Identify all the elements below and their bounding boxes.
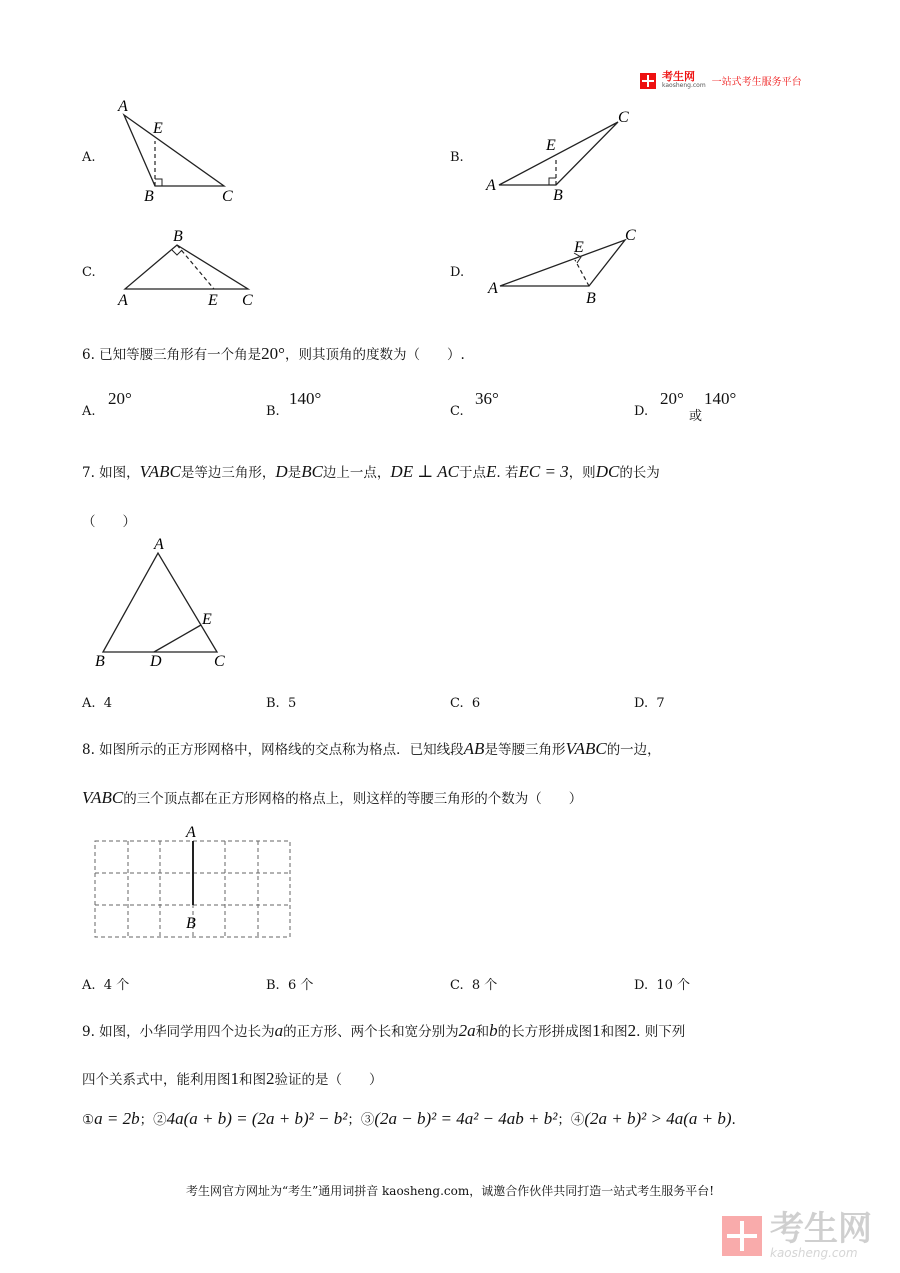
q9-p5: 和图 [600,1024,628,1040]
q9-2a: 2a [458,1021,476,1040]
q8-option-b [266,974,313,993]
q6-option-d-label: D. [634,404,649,419]
question-9-line2 [82,1068,383,1089]
q9-r4: ④ [570,1112,585,1128]
q7-triangle: VABC [139,462,181,481]
q7-option-a-label: A. [82,696,96,711]
q5-figure-c [110,225,270,315]
svg-text:B: B [95,653,105,670]
q8-option-d-label: D. [634,978,649,993]
q9-expr-4: (2a + b)² > 4a(a + b) [584,1109,732,1128]
q5-figure-d [480,225,650,310]
q7-option-a-value: 4 [103,696,113,711]
q7-p4: 边上一点， [322,465,391,481]
svg-text:C: C [214,653,225,670]
q9-fig2: 2 [627,1021,637,1040]
q9-line2c: 验证的是（ ） [274,1072,383,1088]
q7-p5: 于点 [459,465,486,481]
q9-r2: ② [153,1112,167,1128]
question-6 [82,343,465,364]
q9-fig1-ref: 1 [230,1069,239,1088]
q6-angle: 20° [261,344,285,363]
q9-b: b [489,1021,498,1040]
brand-name: 考生网 [662,70,695,83]
q6-text-after: ，则其顶角的度数为（ ）. [284,347,465,363]
q8-option-d-value: 10 个 [656,978,691,993]
q7-p3: 是 [287,465,302,481]
svg-text:B: B [586,290,596,307]
q7-option-d [634,696,665,711]
q9-r1: ① [82,1112,95,1128]
q5-option-d-label: D. [450,265,465,280]
watermark-logo-icon [722,1216,762,1256]
svg-text:B: B [144,188,154,205]
question-8-line2 [82,787,582,808]
q7-dc: DC [595,462,620,481]
q7-option-d-value: 7 [656,696,665,711]
brand-sub: kaosheng.com [662,82,706,89]
watermark-sub: kaosheng.com [770,1246,858,1260]
q9-end: . [731,1112,736,1128]
q9-r3: ③ [360,1112,375,1128]
svg-text:C: C [625,227,636,244]
q9-p2: 的正方形、两个长和宽分别为 [283,1024,459,1040]
q6-option-d-value: 20° [660,389,684,408]
q5-option-b-label: B. [450,150,464,165]
q9-sep-1: ； [139,1112,154,1128]
svg-text:A: A [154,536,164,553]
q6-option-a-value: 20° [108,389,132,408]
svg-text:A: A [486,177,496,194]
brand-logo [640,72,802,89]
q5-figure-b [480,100,640,210]
q7-p1: 7. 如图， [82,465,140,481]
q7-option-b [266,696,296,711]
q6-option-b-value: 140° [289,389,322,408]
q8-triangle-2: VABC [82,788,124,807]
q8-option-a-label: A. [82,978,96,993]
q7-p2: 是等边三角形， [180,465,276,481]
q7-option-b-label: B. [266,696,280,711]
svg-text:A: A [118,98,128,115]
svg-text:B: B [553,187,563,204]
q9-expr-1: a = 2b [94,1109,140,1128]
q8-p2: 是等腰三角形 [484,742,566,758]
svg-text:D: D [150,653,162,670]
q7-option-b-value: 5 [287,696,297,711]
q6-option-c-label: C. [450,404,464,419]
q8-ab: AB [463,739,485,758]
q7-p8: 的长为 [619,465,660,481]
q5-option-a-label: A. [82,150,96,165]
svg-text:A: A [186,824,196,841]
q9-p6: . 则下列 [636,1024,686,1040]
q9-p4: 的长方形拼成图 [497,1024,593,1040]
svg-text:E: E [574,239,584,256]
q8-option-c [450,974,497,993]
q9-fig2-ref: 2 [266,1069,275,1088]
q7-figure [90,535,240,670]
q9-a: a [274,1021,284,1040]
q8-grid-figure [86,815,296,943]
svg-text:C: C [242,292,253,309]
watermark-name: 考生网 [770,1209,872,1249]
q9-expr-2: 4a(a + b) = (2a + b)² − b² [166,1109,348,1128]
q7-e: E [486,462,497,481]
q7-option-d-label: D. [634,696,649,711]
svg-text:B: B [173,228,183,245]
q8-option-d [634,974,690,993]
question-9 [82,1020,685,1041]
q7-d: D [275,462,288,481]
q8-triangle: VABC [565,739,607,758]
q7-bc: BC [301,462,323,481]
q9-expr-3: (2a − b)² = 4a² − 4ab + b² [374,1109,558,1128]
q9-fig1: 1 [592,1021,601,1040]
q6-text-before: 6. 已知等腰三角形有一个角是 [82,347,262,363]
q7-option-c-label: C. [450,696,464,711]
watermark [722,1209,872,1260]
q5-figure-a [110,95,250,210]
q7-option-c [450,696,480,711]
q8-p1: 8. 如图所示的正方形网格中，网格线的交点称为格点．已知线段 [82,742,464,758]
q9-sep-3: ； [557,1112,571,1128]
question-8 [82,738,661,759]
q9-sep-2: ； [347,1112,361,1128]
q7-p7: ，则 [568,465,596,481]
svg-text:E: E [546,137,556,154]
q7-option-c-value: 6 [471,696,481,711]
svg-text:C: C [222,188,233,205]
q7-ec: EC = 3 [518,462,569,481]
q9-p3: 和 [475,1024,490,1040]
q9-line2b: 和图 [239,1072,266,1088]
q7-p6: . 若 [496,465,519,481]
q9-p1: 9. 如图，小华同学用四个边长为 [82,1024,275,1040]
q8-option-b-label: B. [266,978,280,993]
footer-text: 考生网官方网址为“考生”通用词拼音 kaosheng.com，诚邀合作伙伴共同打造一站式考生服务平台! [185,1184,715,1198]
q6-option-a-label: A. [82,404,96,419]
question-7 [82,461,660,482]
q8-p3: 的一边， [606,742,661,758]
q6-option-d-or: 或 [689,409,703,424]
q8-option-c-label: C. [450,978,464,993]
q9-line2a: 四个关系式中，能利用图 [82,1072,231,1088]
q8-option-a-value: 4 个 [103,978,130,993]
svg-text:E: E [202,611,212,628]
q6-option-b-label: B. [266,404,280,419]
brand-slogan: 一站式考生服务平台 [711,77,802,88]
q5-option-c-label: C. [82,265,96,280]
q9-relations [82,1108,736,1129]
q7-de-perp-ac: DE ⊥ AC [390,462,459,481]
q7-option-a [82,696,112,711]
q6-option-c-value: 36° [475,389,499,408]
svg-text:C: C [618,109,629,126]
q8-option-c-value: 8 个 [471,978,498,993]
svg-text:A: A [118,292,128,309]
svg-text:E: E [153,120,163,137]
svg-text:B: B [186,915,196,932]
brand-logo-icon [640,73,656,89]
q8-option-a [82,974,129,993]
q8-option-b-value: 6 个 [287,978,314,993]
svg-text:E: E [208,292,218,309]
q6-option-d-value2: 140° [704,389,737,408]
svg-text:A: A [488,280,498,297]
q7-answer-blank: （ ） [82,514,136,530]
q8-p4: 的三个顶点都在正方形网格的格点上，则这样的等腰三角形的个数为（ ） [123,791,583,807]
